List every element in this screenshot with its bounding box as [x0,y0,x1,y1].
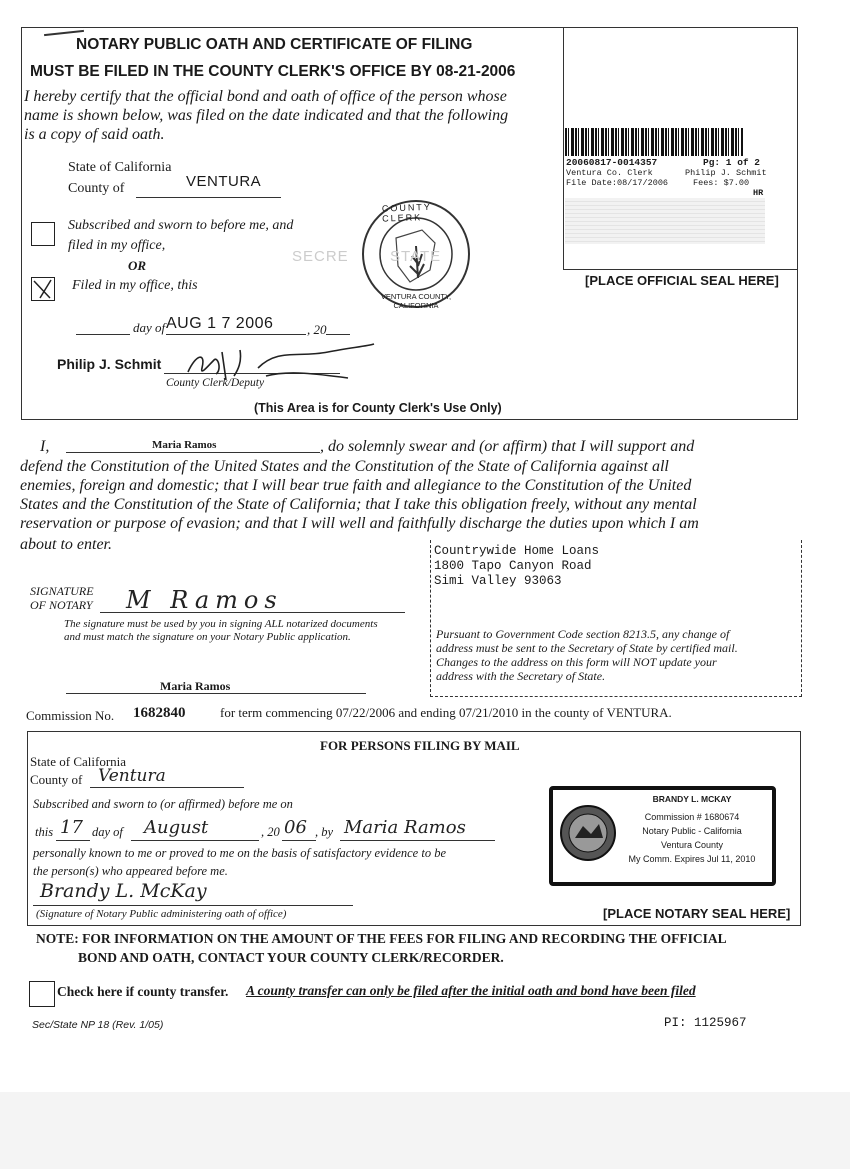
option1-line2: filed in my office, [68,238,166,253]
mail-sig-caption: (Signature of Notary Public administering oath of office) [36,908,287,920]
notary-seal-caption: [PLACE NOTARY SEAL HERE] [603,906,791,921]
oath-line-2: defend the Constitution of the United States and the Constitution of the State of California against all [20,458,669,475]
pi-number: PI: 1125967 [664,1016,747,1030]
mail-county-label: County of [30,772,83,787]
mail-day-of-label: day of [92,825,123,839]
page-count: Pg: 1 of 2 [703,157,761,168]
address-note-1: Pursuant to Government Code section 8213.5, any change of [436,627,730,641]
clerk-title: County Clerk/Deputy [166,377,265,389]
clerk-name-label: Philip J. Schmit [685,168,767,178]
notary-seal-line-1: BRANDY L. MCKAY [652,794,732,804]
mail-month-line [131,840,259,841]
oath-line-1: , do solemnly swear and (or affirm) that I will support and [320,438,695,455]
address-note-4: address with the Secretary of State. [436,669,606,683]
certify-line-1: I hereby certify that the official bond and oath of office of the person whose [24,88,507,105]
mail-sworn-label: Subscribed and sworn to (or affirmed) before me on [33,797,293,811]
mail-notary-signature: Brandy L. McKay [40,880,207,902]
signature-label-2: OF NOTARY [30,598,93,612]
oath-name: Maria Ramos [152,439,217,451]
commission-term: for term commencing 07/22/2006 and ending 07/21/2010 in the county of VENTURA. [220,705,672,720]
signature-note-1: The signature must be used by you in signing ALL notarized documents [64,618,378,630]
fees: Fees: $7.00 [693,178,750,188]
county-transfer-warning: A county transfer can only be filed after the initial oath and bond have been filed [246,983,696,998]
or-label: OR [128,258,147,273]
official-seal-caption: [PLACE OFFICIAL SEAL HERE] [585,273,779,288]
mail-known-line-1: personally known to me or proved to me on the basis of satisfactory evidence to be [33,846,447,860]
option1-line1: Subscribed and sworn to before me, and [68,218,294,233]
mail-county-value: Ventura [98,766,166,786]
signature-label-1: SIGNATURE [30,584,94,598]
notary-seal-line-4: Ventura County [660,840,724,850]
clerk-office: Ventura Co. Clerk [566,168,653,178]
seal-text-bottom: VENTURA COUNTY, CALIFORNIA [380,292,452,310]
oath-line-5: reservation or purpose of evasion; and that I will well and faithfully discharge the duties upon which I am [20,515,699,532]
commission-label: Commission No. [26,708,115,723]
printed-name: Maria Ramos [160,679,231,693]
oath-line-6: about to enter. [20,536,112,553]
signature-note-2: and must match the signature on your Notary Public application. [64,631,351,643]
address-line-1: Countrywide Home Loans [434,544,600,558]
mail-year-value: 06 [284,817,307,838]
seal-text-top: COUNTY CLERK [381,201,432,224]
mail-by-line [340,840,495,841]
mail-by-value: Maria Ramos [344,817,466,838]
filing-deadline: MUST BE FILED IN THE COUNTY CLERK'S OFFICE BY 08-21-2006 [30,63,516,80]
mail-sig-line [33,905,353,906]
county-value: VENTURA [186,173,262,190]
option2-label: Filed in my office, this [72,278,198,293]
county-transfer-label: Check here if county transfer. [57,984,229,999]
barcode [565,128,743,156]
mail-day-line [56,840,90,841]
address-line-2: 1800 Tapo Canyon Road [434,559,592,573]
notary-seal-line-2: Commission # 1680674 [644,812,740,822]
address-note-3: Changes to the address on this form will NOT update your [436,655,717,669]
certify-line-2: name is shown below, was filed on the date indicated and that the following [24,107,509,124]
commission-number: 1682840 [133,705,186,721]
oath-line-3: enemies, foreign and domestic; that I will bear true faith and allegiance to the Constitution of the United [20,477,692,494]
day-of-label: day of [133,320,166,335]
mail-day-value: 17 [60,817,83,838]
form-title: NOTARY PUBLIC OATH AND CERTIFICATE OF FILING [76,36,473,53]
filed-date-stamp: AUG 1 7 2006 [166,315,274,332]
clerk-use-note: (This Area is for County Clerk's Use Only) [254,401,502,415]
doc-number: 20060817-0014357 [566,157,658,168]
mail-year-line [282,840,316,841]
mail-by-label: , by [315,825,334,839]
fees-note-line-2: BOND AND OATH, CONTACT YOUR COUNTY CLERK/RECORDER. [78,950,504,965]
county-line [136,197,281,198]
mail-month-value: August [144,817,209,838]
oath-name-line [66,452,320,453]
day-line [76,334,130,335]
mail-title: FOR PERSONS FILING BY MAIL [320,738,520,753]
form-id: Sec/State NP 18 (Rev. 1/05) [32,1019,164,1031]
notary-seal-line-5: My Comm. Expires Jul 11, 2010 [628,854,756,864]
date-line [166,334,306,335]
filed-checkbox[interactable] [31,277,55,301]
certify-line-3: is a copy of said oath. [24,126,165,143]
oath-i-label: I, [40,438,50,455]
year-prefix: , 20 [307,322,327,337]
sworn-filed-checkbox[interactable] [31,222,55,246]
notary-seal-stamp [549,786,776,886]
address-line-3: Simi Valley 93063 [434,574,562,588]
clerk-name: Philip J. Schmit [57,356,162,372]
mail-known-line-2: the person(s) who appeared before me. [33,864,228,878]
county-transfer-checkbox[interactable] [29,981,55,1007]
year-line [326,334,350,335]
mail-county-line [90,787,244,788]
mail-this-label: this [35,825,54,839]
oath-line-4: States and the Constitution of the State of California; that I take this obligation freely, without any mental [20,496,697,513]
scan-margin [0,1092,850,1169]
state-seal-icon [559,804,617,862]
check-mark-icon [32,278,54,300]
notary-signature: M Ramos [126,586,283,614]
address-note-2: address must be sent to the Secretary of State by certified mail. [436,641,738,655]
label-smudge [565,198,765,244]
state-label: State of California [68,160,172,175]
fees-note-line-1: NOTE: FOR INFORMATION ON THE AMOUNT OF THE FEES FOR FILING AND RECORDING THE OFFICIAL [36,931,727,946]
ghost-watermark: SECRE STATE [292,248,442,265]
county-label: County of [68,181,125,196]
notary-seal-line-3: Notary Public - California [642,826,742,836]
initials: HR [753,188,764,198]
barcode-label [565,128,783,248]
mail-state-label: State of California [30,754,127,769]
file-date: File Date:08/17/2006 [566,178,669,188]
mail-year-label: , 20 [261,825,280,839]
